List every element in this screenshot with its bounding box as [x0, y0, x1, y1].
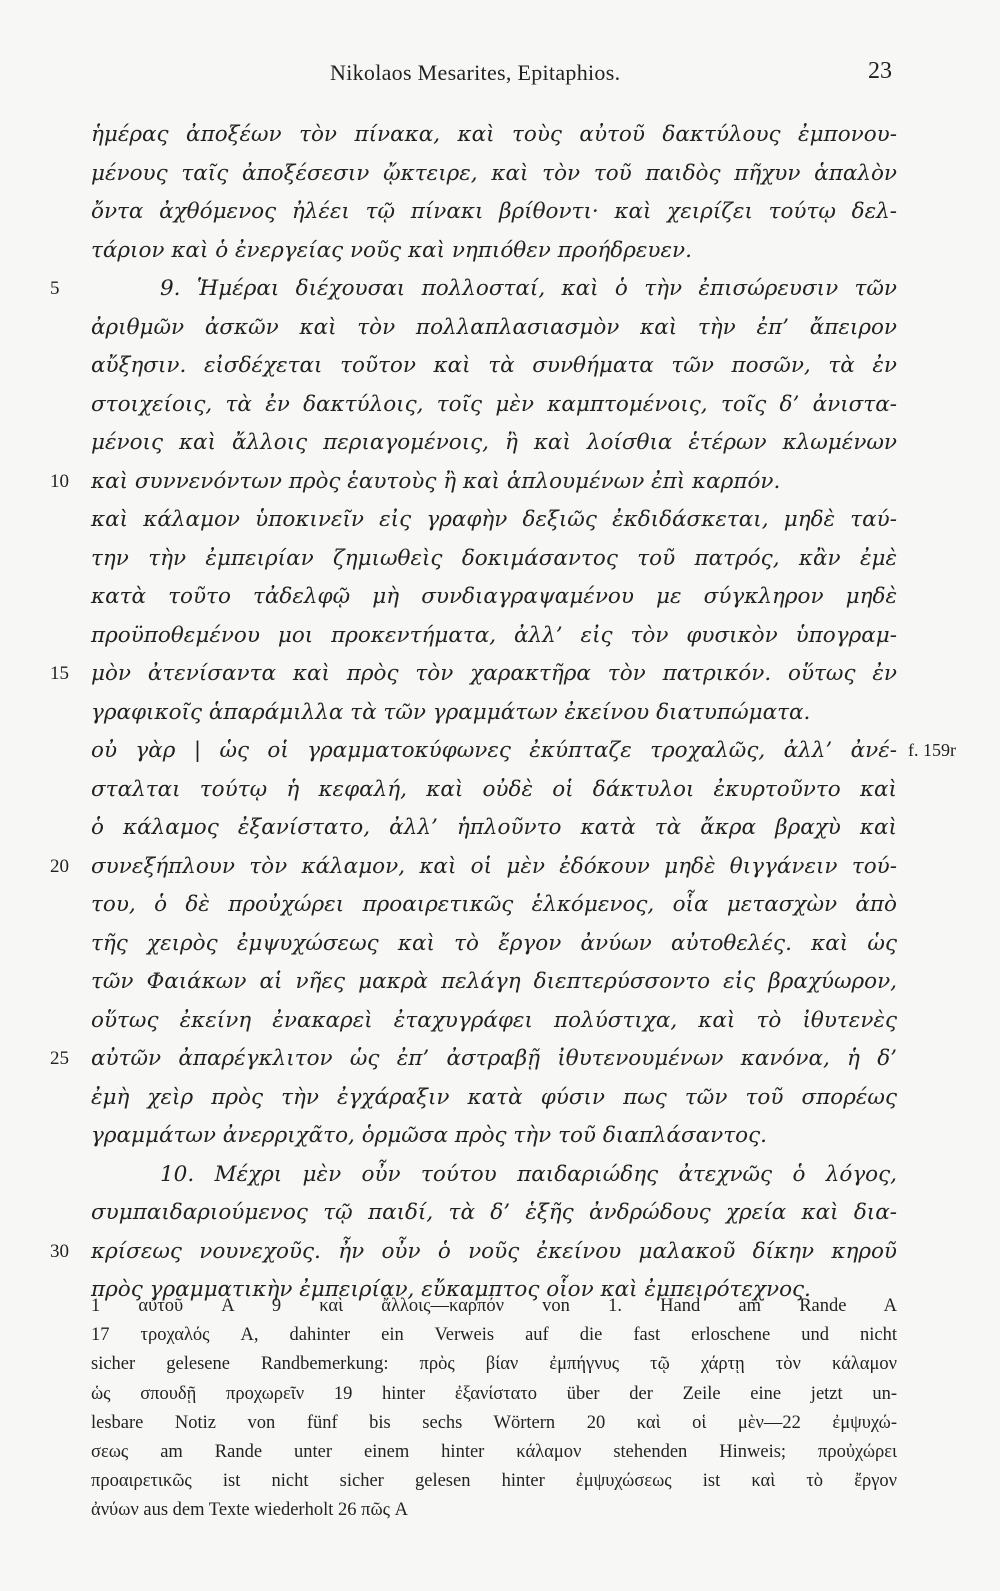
main-text — [0, 122, 1000, 1316]
text-line — [0, 353, 1000, 392]
line-text: στοιχείοις, τὰ ἐν δακτύλοις, τοῖς μὲν καμπτομένοις, τοῖς δ’ ἀνιστα- — [91, 391, 897, 417]
line-text: αὔξησιν. εἰσδέχεται τοῦτον καὶ τὰ συνθήματα τῶν ποσῶν, τὰ ἐν — [91, 353, 897, 378]
footnote-line: sicher gelesene Randbemerkung: πρὸς βίαν ἐμπήγνυς τῷ χάρτῃ τὸν κάλαμον — [91, 1354, 897, 1375]
line-text: αὐτῶν ἀπαρέγκλιτον ὡς ἐπ’ ἀστραβῇ ἰθυτενουμένων κανόνα, ἡ δ’ — [91, 1046, 897, 1071]
text-line — [0, 777, 1000, 816]
line-text: συνεξήπλουν τὸν κάλαμον, καὶ οἱ μὲν ἐδόκουν μηδὲ θιγγάνειν τού- — [91, 853, 897, 879]
text-line — [0, 738, 1000, 777]
text-line — [0, 507, 1000, 546]
line-text: τάριον καὶ ὁ ἐνεργείας νοῦς καὶ νηπιόθεν προήδρευεν. — [91, 237, 692, 263]
text-line — [0, 815, 1000, 854]
footnote-line: 17 τροχαλός A, dahinter ein Verweis auf die fast erloschene und nicht — [91, 1325, 897, 1346]
line-text: ἡμέρας ἀποξέων τὸν πίνακα, καὶ τοὺς αὐτοῦ δακτύλους ἐμπονου- — [91, 122, 897, 147]
text-line — [0, 546, 1000, 585]
text-line — [0, 1162, 1000, 1201]
line-text: καὶ κάλαμον ὑποκινεῖν εἰς γραφὴν δεξιῶς ἐκδιδάσκεται, μηδὲ ταύ- — [91, 507, 897, 532]
line-text: προϋποθεμένου μοι προκεντήματα, ἀλλ’ εἰς τὸν φυσικὸν ὑπογραμ- — [91, 622, 897, 648]
text-line — [0, 430, 1000, 469]
text-line — [0, 315, 1000, 354]
text-line — [0, 1239, 1000, 1278]
footnote-line: προαιρετικῶς ist nicht sicher gelesen hinter ἐμψυχώσεως ist καὶ τὸ ἔργον — [91, 1471, 897, 1492]
line-number: 20 — [50, 855, 69, 877]
line-text: τῶν Φαιάκων αἱ νῆες μακρὰ πελάγη διεπτερύσσοντο εἰς βραχύωρον, — [91, 969, 897, 994]
line-text: 9. Ἡμέραι διέχουσαι πολλοσταί, καὶ ὁ τὴν ἐπισώρευσιν τῶν — [160, 276, 897, 301]
text-line — [0, 1200, 1000, 1239]
line-text: σταλται τούτῳ ἡ κεφαλή, καὶ οὐδὲ οἱ δάκτυλοι ἐκυρτοῦντο καὶ — [91, 776, 897, 802]
running-title: Nikolaos Mesarites, Epitaphios. — [330, 60, 621, 85]
line-number: 30 — [50, 1240, 69, 1262]
line-text: κατὰ τοῦτο τἀδελφῷ μὴ συνδιαγραψαμένου με σύγκληρον μηδὲ — [91, 584, 897, 609]
footnote-line: lesbare Notiz von fünf bis sechs Wörtern 20 καὶ οἱ μὲν—22 ἐμψυχώ- — [91, 1412, 897, 1433]
line-text: μένοις καὶ ἄλλοις περιαγομένοις, ἢ καὶ λοίσθια ἑτέρων κλωμένων — [91, 430, 897, 455]
line-number: 10 — [50, 470, 69, 492]
text-line — [0, 892, 1000, 931]
text-line — [0, 199, 1000, 238]
text-line — [0, 623, 1000, 662]
line-text: ὄντα ἀχθόμενος ἠλέει τῷ πίνακι βρίθοντι· καὶ χειρίζει τούτῳ δελ- — [91, 199, 897, 224]
line-text: τῆς χειρὸς ἐμψυχώσεως καὶ τὸ ἔργον ἀνύων αὐτοθελές. καὶ ὡς — [91, 930, 897, 956]
footnote-line: 1 αὐτοῦ A 9 καὶ ἄλλοις—καρπόν von 1. Hand am Rande A — [91, 1296, 897, 1316]
line-text: 10. Μέχρι μὲν οὖν τούτου παιδαριώδης ἀτεχνῶς ὁ λόγος, — [160, 1161, 897, 1187]
line-text: γραμμάτων ἀνερριχᾶτο, ὁρμῶσα πρὸς τὴν τοῦ διαπλάσαντος. — [91, 1123, 767, 1148]
line-text: οὐ γὰρ | ὡς οἱ γραμματοκύφωνες ἐκύπταζε τροχαλῶς, ἀλλ’ ἀνέ- — [91, 738, 897, 763]
line-text: ἐμὴ χεὶρ πρὸς τὴν ἐγχάραξιν κατὰ φύσιν πως τῶν τοῦ σπορέως — [91, 1084, 897, 1110]
text-line — [0, 469, 1000, 508]
line-text: κρίσεως νουνεχοῦς. ἦν οὖν ὁ νοῦς ἐκείνου μαλακοῦ δίκην κηροῦ — [91, 1238, 897, 1264]
footnote-line: σεως am Rande unter einem hinter κάλαμον stehenden Hinweis; προὐχώρει — [91, 1441, 897, 1462]
text-line — [0, 392, 1000, 431]
text-line — [0, 1123, 1000, 1162]
text-line — [0, 238, 1000, 277]
line-text: μὸν ἀτενίσαντα καὶ πρὸς τὸν χαρακτῆρα τὸν πατρικόν. οὕτως ἐν — [91, 661, 897, 686]
text-line — [0, 700, 1000, 739]
footnote-line: ἀνύων aus dem Texte wiederholt 26 πῶς A — [91, 1500, 408, 1521]
text-line — [0, 276, 1000, 315]
text-line — [0, 969, 1000, 1008]
line-text: μένους ταῖς ἀποξέσεσιν ᾤκτειρε, καὶ τὸν τοῦ παιδὸς πῆχυν ἁπαλὸν — [91, 160, 897, 186]
line-text: του, ὁ δὲ προὐχώρει προαιρετικῶς ἑλκόμενος, οἷα μετασχὼν ἀπὸ — [91, 892, 897, 917]
page-number: 23 — [868, 58, 892, 84]
line-text: συμπαιδαριούμενος τῷ παιδί, τὰ δ’ ἑξῆς ἀνδρώδους χρεία καὶ δια- — [91, 1200, 897, 1225]
text-line — [0, 931, 1000, 970]
line-number: 5 — [50, 278, 60, 299]
line-text: καὶ συννενόντων πρὸς ἑαυτοὺς ἢ καὶ ἁπλουμένων ἐπὶ καρπόν. — [91, 468, 781, 494]
line-text: γραφικοῖς ἁπαράμιλλα τὰ τῶν γραμμάτων ἐκείνου διατυπώματα. — [91, 699, 811, 725]
critical-apparatus — [91, 1296, 897, 1530]
text-line — [0, 854, 1000, 893]
footnote-line: ὡς σπουδῇ προχωρεῖν 19 hinter ἐξανίστατο über der Zeile eine jetzt un- — [91, 1383, 897, 1404]
line-text: ἀριθμῶν ἀσκῶν καὶ τὸν πολλαπλασιασμὸν καὶ τὴν ἐπ’ ἄπειρον — [91, 314, 897, 340]
line-text: οὕτως ἐκείνη ἐνακαρεὶ ἐταχυγράφει πολύστιχα, καὶ τὸ ἰθυτενὲς — [91, 1007, 897, 1033]
text-line — [0, 1008, 1000, 1047]
text-line — [0, 122, 1000, 161]
line-text: την τὴν ἐμπειρίαν ζημιωθεὶς δοκιμάσαντος τοῦ πατρός, κἂν ἐμὲ — [91, 545, 897, 571]
text-line — [0, 584, 1000, 623]
line-number: 25 — [50, 1048, 69, 1069]
text-line — [0, 1085, 1000, 1124]
text-line — [0, 1046, 1000, 1085]
line-text: ὁ κάλαμος ἐξανίστατο, ἀλλ’ ἡπλοῦντο κατὰ τὰ ἄκρα βραχὺ καὶ — [91, 815, 897, 840]
folio-marker: f. 159r — [908, 740, 956, 760]
line-number: 15 — [50, 663, 69, 684]
running-head — [0, 60, 1000, 90]
text-line — [0, 161, 1000, 200]
text-line — [0, 661, 1000, 700]
line-text: πρὸς γραμματικὴν ἐμπειρίαν, εὔκαμπτος οἷον καὶ ἐμπειρότεχνος. — [91, 1277, 811, 1302]
